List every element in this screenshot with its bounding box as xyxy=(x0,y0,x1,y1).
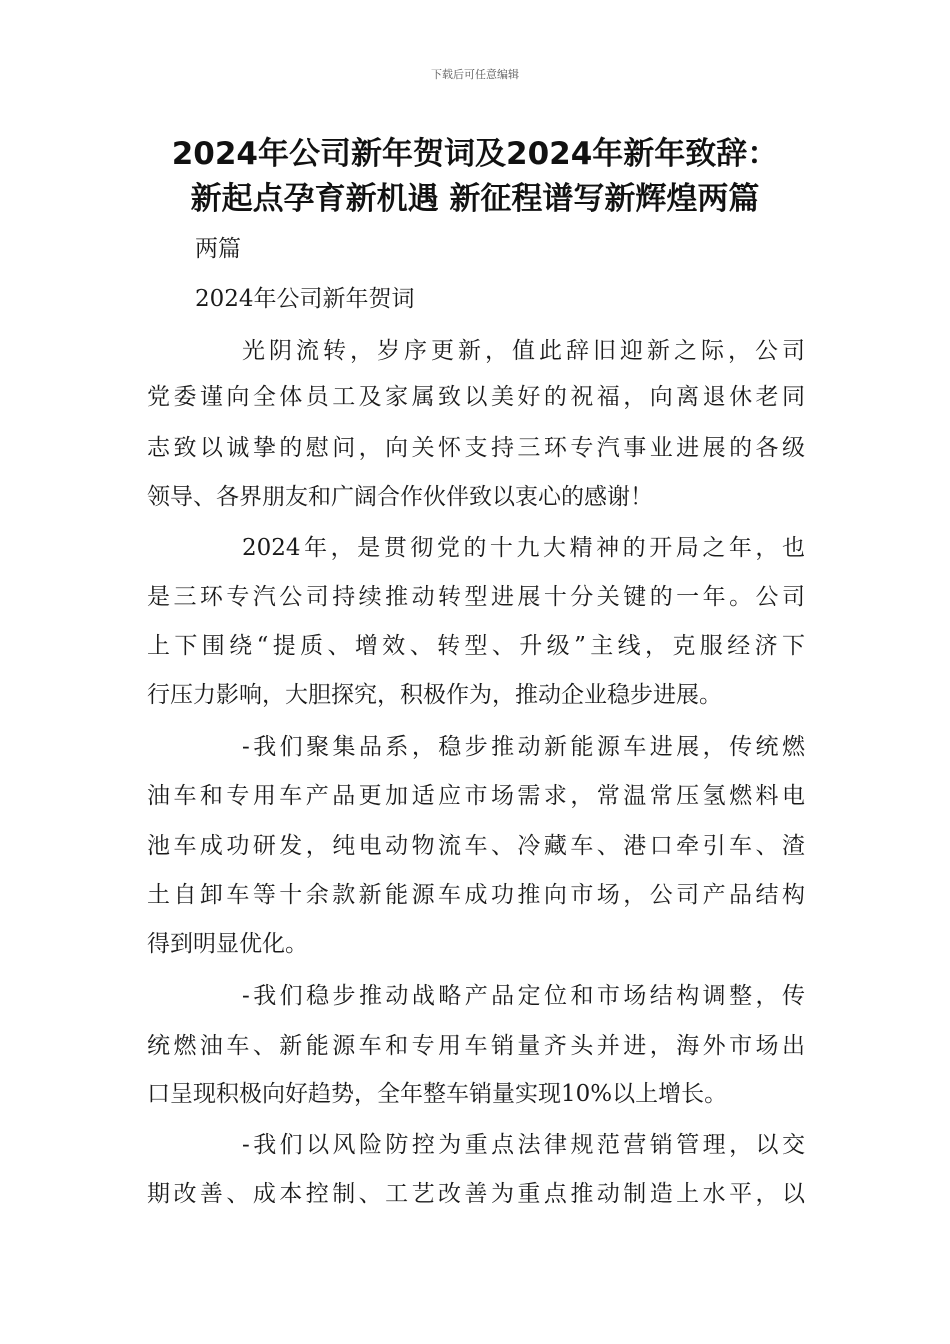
paragraph-line: 得到明显优化。 xyxy=(147,931,308,957)
paragraph-line: 光阴流转，岁序更新，值此辞旧迎新之际，公司 xyxy=(242,338,805,364)
paragraph-line: 统燃油车、新能源车和专用车销量齐头并进，海外市场出 xyxy=(147,1033,805,1059)
paragraph-line: 期改善、成本控制、工艺改善为重点推动制造上水平，以 xyxy=(147,1181,805,1207)
document-title-line-1: 2024年公司新年贺词及2024年新年致辞： xyxy=(171,136,779,172)
paragraph-line: 2024年，是贯彻党的十九大精神的开局之年，也 xyxy=(242,535,805,561)
paragraph-line: 上下围绕“提质、增效、转型、升级”主线，克服经济下 xyxy=(147,633,805,659)
document-title-line-2: 新起点孕育新机遇 新征程谱写新辉煌两篇 xyxy=(190,181,760,217)
paragraph-line: 行压力影响，大胆探究，积极作为，推动企业稳步进展。 xyxy=(147,682,722,708)
paragraph-line: -我们稳步推动战略产品定位和市场结构调整，传 xyxy=(242,983,805,1009)
paragraph-line: -我们以风险防控为重点法律规范营销管理，以交 xyxy=(242,1132,805,1158)
paragraph-line: 口呈现积极向好趋势，全年整车销量实现10%以上增长。 xyxy=(147,1081,728,1107)
paragraph-line: -我们聚集品系，稳步推动新能源车进展，传统燃 xyxy=(242,734,805,760)
paragraph-line: 党委谨向全体员工及家属致以美好的祝福，向离退休老同 xyxy=(147,384,805,410)
paragraph-line: 油车和专用车产品更加适应市场需求，常温常压氢燃料电 xyxy=(147,783,805,809)
paragraph-line: 志致以诚挚的慰问，向关怀支持三环专汽事业进展的各级 xyxy=(147,435,805,461)
paragraph-line: 是三环专汽公司持续推动转型进展十分关键的一年。公司 xyxy=(147,584,805,610)
section-heading: 2024年公司新年贺词 xyxy=(195,286,415,312)
paragraph-line: 池车成功研发，纯电动物流车、冷藏车、港口牵引车、渣 xyxy=(147,833,805,859)
paragraph-line: 土自卸车等十余款新能源车成功推向市场，公司产品结构 xyxy=(147,882,805,908)
paragraph-line: 领导、各界朋友和广阔合作伙伴致以衷心的感谢！ xyxy=(147,484,653,510)
header-note: 下载后可任意编辑 xyxy=(431,68,519,81)
subtitle: 两篇 xyxy=(195,236,241,262)
